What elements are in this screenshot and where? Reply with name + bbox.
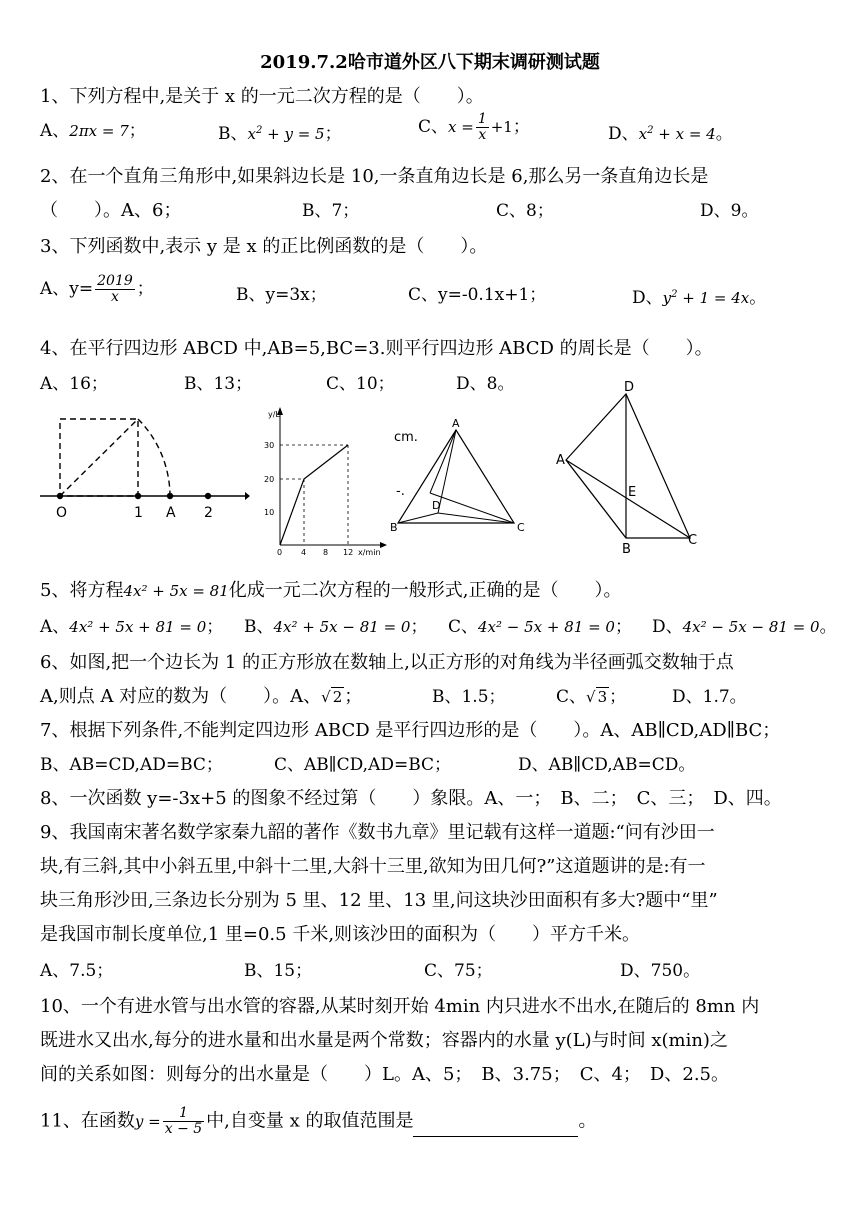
q6-option-d: D、1.7。 [672,687,747,707]
fig1-label-1: 1 [134,505,143,521]
q5-option-d: D、4x² − 5x − 81 = 0。 [652,617,837,637]
q7-option-d: D、AB∥CD,AB=CD。 [518,755,696,775]
q1-stem: 1、下列方程中,是关于 x 的一元二次方程的是（ ）。 [40,86,484,107]
fig3-label-c: C [517,521,525,534]
figure-water-volume-graph [258,405,388,557]
q4-option-d: D、8。 [456,374,515,394]
q5-option-c: C、4x² − 5x + 81 = 0； [448,617,632,637]
q9-line-3: 块三角形沙田,三条边长分别为 5 里、12 里、13 里,问这块沙田面积有多大?题中“里” [40,890,718,911]
q3-option-c: C、y=-0.1x+1； [408,285,547,305]
fig2-xtick-12: 12 [343,548,354,557]
q5-stem: 5、将方程4x² + 5x = 81化成一元二次方程的一般形式,正确的是（ ）。 [40,580,622,601]
fig2-xtick-4: 4 [301,548,307,557]
q5-option-b: B、4x² + 5x − 81 = 0； [244,617,428,637]
fig2-xtick-0: 0 [277,548,283,557]
q3-option-a: A、y= $\frac{2019}{x}$ ； [40,273,154,305]
q7-option-c: C、AB∥CD,AD=BC； [274,755,452,775]
figure-number-line-square [40,405,250,535]
fig4-label-c: C [688,533,698,548]
q4-option-b: B、13； [184,374,253,394]
page-title: 2019.7.2哈市道外区八下期末调研测试题 [260,52,600,73]
q6-stem: 6、如图,把一个边长为 1 的正方形放在数轴上,以正方形的对角线为半径画弧交数轴于点 [40,652,734,673]
q4-option-c: C、10； [326,374,395,394]
q7-option-b: B、AB=CD,AD=BC； [40,755,223,775]
q9-line-2: 块,有三斜,其中小斜五里,中斜十二里,大斜十三里,欲知为田几何?”这道题讲的是:有一 [40,856,706,877]
q7-stem: 7、根据下列条件,不能判定四边形 ABCD 是平行四边形的是（ ）。A、AB∥CD,AD∥BC； [40,720,781,741]
fig2-xtick-8: 8 [323,548,329,557]
q4-option-a: A、16； [40,374,108,394]
q1-option-c: C、x = $\frac{1}{x}$ +1； [418,111,530,143]
fig2-xlabel: x/min [358,548,381,557]
q3-option-b: B、y=3x； [236,285,327,305]
fig2-ytick-10: 10 [264,508,275,517]
q9-option-d: D、750。 [620,961,701,981]
q2-stem: 2、在一个直角三角形中,如果斜边长是 10,一条直角边长是 6,那么另一条直角边长是 [40,166,709,187]
q2-option-b: B、7； [302,201,360,221]
q2-option-d: D、9。 [700,201,759,221]
q5-option-a: A、4x² + 5x + 81 = 0； [40,617,224,637]
q10-line-2: 既进水又出水,每分的进水量和出水量是两个常数；容器内的水量 y(L)与时间 x(min)之 [40,1030,728,1051]
fig3-dash: -. [396,484,405,499]
fig3-note: cm. [394,430,418,445]
figure-quadrilateral-abcd-e [540,378,710,558]
fig1-label-o: O [56,505,68,521]
q4-stem: 4、在平行四边形 ABCD 中,AB=5,BC=3.则平行四边形 ABCD 的周长是（ ）。 [40,338,713,359]
q3-stem: 3、下列函数中,表示 y 是 x 的正比例函数的是（ ）。 [40,236,488,257]
q9-option-a: A、7.5； [40,961,114,981]
fig4-label-d: D [624,380,635,395]
q11-answer-blank[interactable] [413,1118,578,1137]
q8-stem: 8、一次函数 y=-3x+5 的图象不经过第（ ）象限。A、一； B、二； C、三； D、四。 [40,788,782,809]
fig2-ytick-20: 20 [264,475,275,484]
q1-option-d: D、$x^2 + x = 4$。 [608,124,733,144]
fig1-label-a: A [166,505,176,521]
q9-option-b: B、15； [244,961,313,981]
q9-line-4: 是我国市制长度单位,1 里=0.5 千米,则该沙田的面积为（ ）平方千米。 [40,924,641,945]
q3-option-d: D、$y^2 + 1 = 4x$。 [632,288,767,308]
fig2-ytick-30: 30 [264,441,275,450]
fig4-label-a: A [556,453,565,468]
q11-stem: 11、在函数y = $\frac{1}{x - 5}$ 中,自变量 x 的取值范围是 。 [40,1105,597,1137]
fig3-label-b: B [390,521,398,534]
q2-option-a: （ ）。A、6； [40,200,182,221]
q1-option-b: B、$x^2 + y = 5$； [218,124,342,144]
fig4-label-b: B [622,542,631,557]
q6-option-c: C、√ 3 ； [556,687,627,707]
q6-option-a: A,则点 A 对应的数为（ ）。A、√ 2 ； [40,686,363,707]
fig3-label-d: D [432,499,441,512]
q6-option-b: B、1.5； [432,687,506,707]
fig3-label-a: A [452,417,460,430]
fig1-label-2: 2 [204,505,213,521]
figure-triangle-abc-d [390,405,540,545]
q2-option-c: C、8； [496,201,554,221]
q10-line-1: 10、一个有进水管与出水管的容器,从某时刻开始 4min 内只进水不出水,在随后的 8mn 内 [40,996,760,1017]
fig2-ylabel: y/L [268,410,280,419]
q10-line-3: 间的关系如图：则每分的出水量是（ ）L。A、5； B、3.75； C、4； D、2.5。 [40,1064,729,1085]
fig4-label-e: E [628,485,637,500]
q9-line-1: 9、我国南宋著名数学家秦九韶的著作《数书九章》里记载有这样一道题:“问有沙田一 [40,822,715,843]
q9-option-c: C、75； [424,961,493,981]
q1-option-a: A、2πx = 7； [40,121,146,141]
